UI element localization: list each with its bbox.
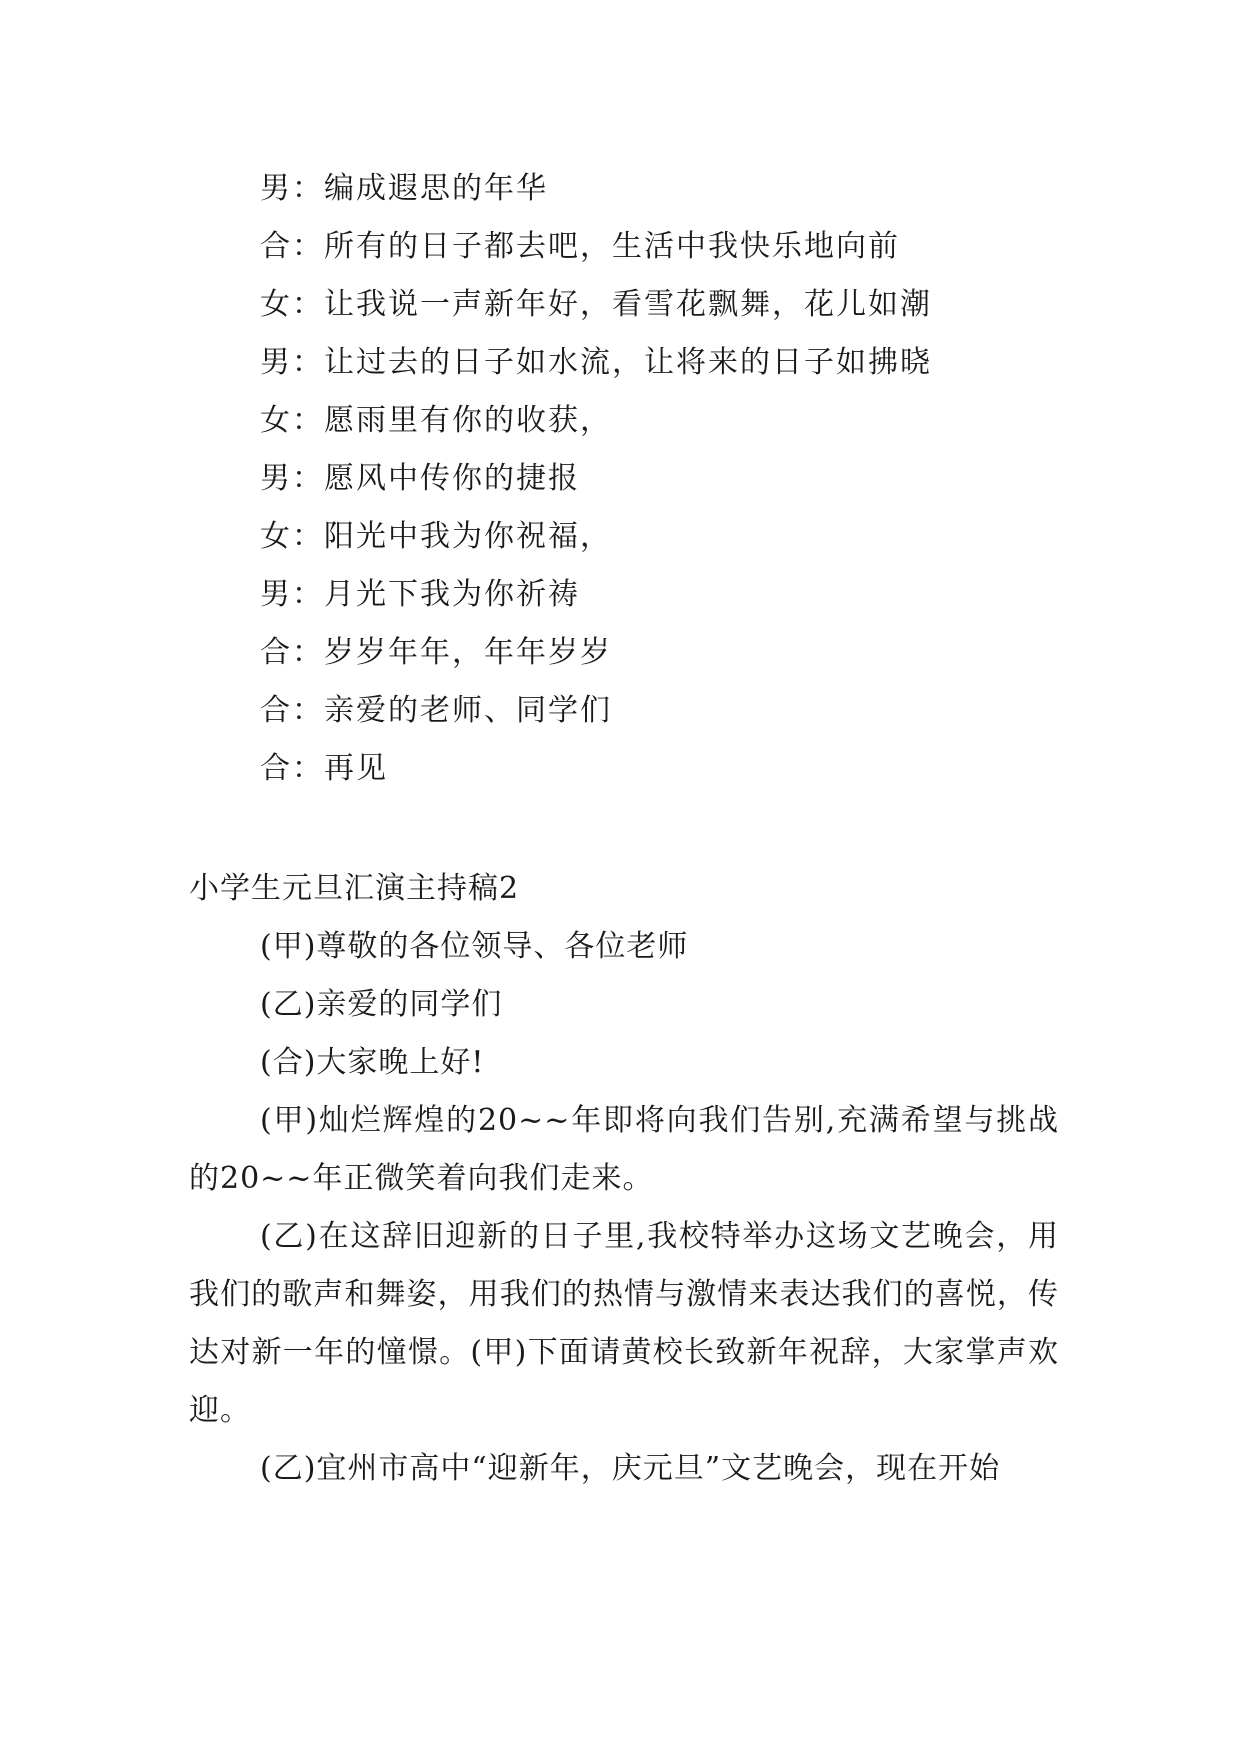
dialogue-line: 合：亲爱的老师、同学们 <box>260 693 612 728</box>
dialogue-line: 合：岁岁年年，年年岁岁 <box>260 635 612 670</box>
dialogue-line: 女：让我说一声新年好，看雪花飘舞，花儿如潮 <box>260 287 932 322</box>
dialogue-line: 男：愿风中传你的捷报 <box>260 461 580 496</box>
paragraph: (甲)灿烂辉煌的20~~年即将向我们告别,充满希望与挑战的20~~年正微笑着向我们走来。 <box>189 1103 1059 1196</box>
dialogue-line: 合：所有的日子都去吧，生活中我快乐地向前 <box>260 229 900 264</box>
dialogue-line: 男：月光下我为你祈祷 <box>260 577 580 612</box>
dialogue-line: 男：让过去的日子如水流，让将来的日子如拂晓 <box>260 345 932 380</box>
section-title: 小学生元旦汇演主持稿2 <box>189 871 520 906</box>
dialogue-line: 合：再见 <box>260 751 388 786</box>
paragraph: (乙)亲爱的同学们 <box>260 987 503 1022</box>
paragraph: (甲)尊敬的各位领导、各位老师 <box>260 929 689 964</box>
paragraph: (乙)宜州市高中“迎新年，庆元旦”文艺晚会，现在开始 <box>260 1451 1001 1486</box>
dialogue-list <box>260 160 932 798</box>
section-body <box>189 918 1059 1498</box>
dialogue-line: 女：阳光中我为你祝福， <box>260 519 612 554</box>
paragraph: (乙)在这辞旧迎新的日子里,我校特举办这场文艺晚会，用我们的歌声和舞姿，用我们的热情与激情来表达我们的喜悦，传达对新一年的憧憬。(甲)下面请黄校长致新年祝辞，大家掌声欢迎。 <box>189 1219 1059 1428</box>
dialogue-line: 男：编成遐思的年华 <box>260 171 548 206</box>
paragraph: (合)大家晚上好! <box>260 1045 485 1080</box>
dialogue-line: 女：愿雨里有你的收获， <box>260 403 612 438</box>
